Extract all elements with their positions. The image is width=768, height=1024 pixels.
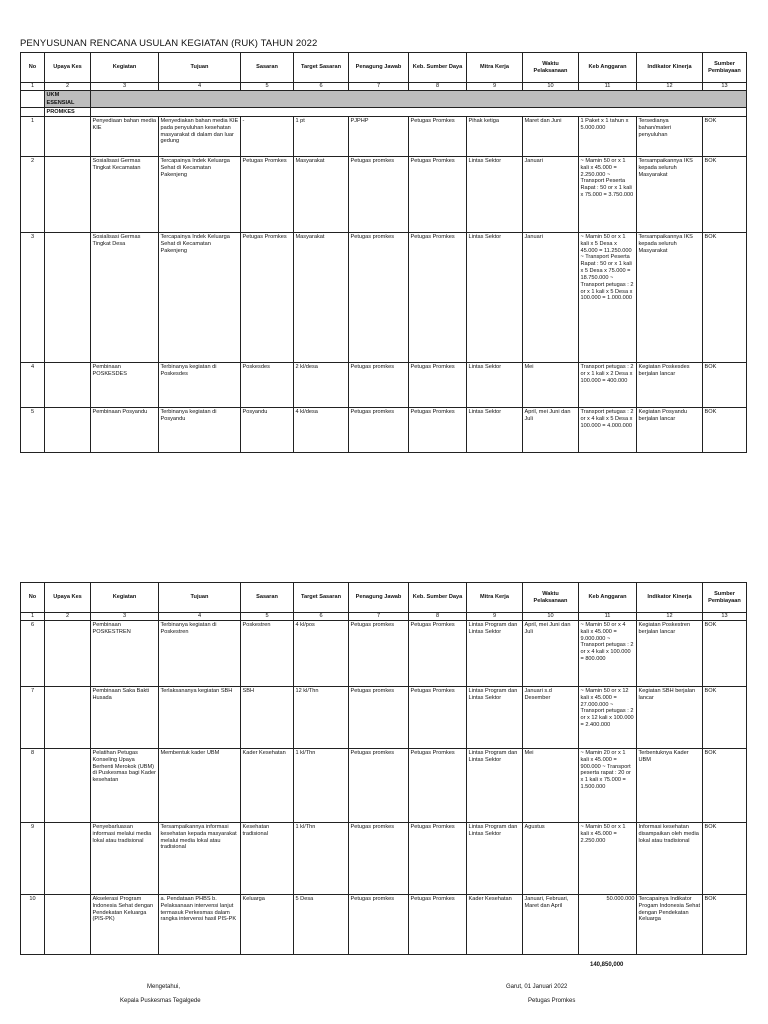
mitra-cell: Lintas Program dan Lintas Sektor [467,687,523,749]
kegiatan-cell: Akselerasi Program Indonesia Sehat dengan Pendekatan Keluarga (PIS-PK) [91,895,159,955]
penanggung-jawab-cell: PJPHP [349,117,409,157]
mitra-cell: Kader Kesehatan [467,895,523,955]
column-header: Indikator Kinerja [637,53,703,83]
indikator-cell: Kegiatan SBH berjalan lancar [637,687,703,749]
column-header: Mitra Kerja [467,583,523,613]
target-cell: 4 kl/pos [294,621,349,687]
penanggung-jawab-cell: Petugas promkes [349,408,409,453]
target-cell: 1 kl/Thn [294,823,349,895]
sumber-daya-cell: Petugas Promkes [409,157,467,233]
column-number: 5 [241,613,294,621]
table-row [21,895,747,955]
ruk-table-1 [20,52,747,453]
mitra-cell: Lintas Program dan Lintas Sektor [467,749,523,823]
column-header: Keb Anggaran [579,583,637,613]
column-header: Kegiatan [91,583,159,613]
pembiayaan-cell: BOK [703,823,747,895]
column-header: Tujuan [159,583,241,613]
pembiayaan-cell: BOK [703,749,747,823]
column-number: 13 [703,613,747,621]
target-cell: 12 kl/Thn [294,687,349,749]
tujuan-cell: Tercapainya Indek Keluarga Sehat di Kecamatan Pakenjeng [159,157,241,233]
signature-left-line2: Kepala Puskesmas Tegalgede [120,998,201,1004]
anggaran-cell: ~ Mamin 50 or x 1 kali x 45.000 = 2.250.000 [579,823,637,895]
no-cell: 6 [21,621,45,687]
column-number: 5 [241,83,294,91]
sumber-daya-cell: Petugas Promkes [409,895,467,955]
waktu-cell: April, mei Juni dan Juli [523,621,579,687]
anggaran-cell: Transport petugas : 2 or x 1 kali x 2 Desa x 100.000 = 400.000 [579,363,637,408]
subsection-label: PROMKES [45,108,91,117]
table-row [21,363,747,408]
anggaran-cell: Transport petugas : 2 or x 4 kali x 5 Desa x 100.000 = 4.000.000 [579,408,637,453]
no-cell: 1 [21,117,45,157]
waktu-cell: Januari [523,233,579,363]
sasaran-cell: Petugas Promkes [241,157,294,233]
column-number: 11 [579,83,637,91]
upaya-cell [45,233,91,363]
column-header: Tujuan [159,53,241,83]
column-number: 10 [523,83,579,91]
mitra-cell: Pihak ketiga [467,117,523,157]
upaya-cell [45,117,91,157]
sumber-daya-cell: Petugas Promkes [409,117,467,157]
column-header: Penagung Jawab [349,53,409,83]
waktu-cell: April, mei Juni dan Juli [523,408,579,453]
kegiatan-cell: Pembinaan POSKESTREN [91,621,159,687]
table-row [21,823,747,895]
indikator-cell: Informasi kesehatan disampaikan oleh media lokal atau tradisional [637,823,703,895]
penanggung-jawab-cell: Petugas promkes [349,823,409,895]
tujuan-cell: Menyediakan bahan media KIE pada penyuluhan kesehatan masyarakat di dalam dan luar gedung [159,117,241,157]
table-row [21,233,747,363]
column-number: 4 [159,613,241,621]
anggaran-cell: ~ Mamin 50 or x 1 kali x 5 Desa x 45.000 = 11.250.000 ~ Transport Peserta Rapat : 50 or x 1 kali x 5 Desa x 75.000 = 18.750.000 ~ Transport petugas : 2 or x 1 kali x 5 Desa x 100.000 = 1.000.000 [579,233,637,363]
pembiayaan-cell: BOK [703,408,747,453]
indikator-cell: Kegiatan Posyandu berjalan lancar [637,408,703,453]
sasaran-cell: Kesehatan tradisional [241,823,294,895]
column-number: 13 [703,83,747,91]
kegiatan-cell: Penyediaan bahan media KIE [91,117,159,157]
target-cell: 4 kl/desa [294,408,349,453]
indikator-cell: Tercapainya Indikator Progam Indonesia Sehat dengan Pendekatan Keluarga [637,895,703,955]
table-row [21,408,747,453]
indikator-cell: Kegiatan Poskestren berjalan lancar [637,621,703,687]
pembiayaan-cell: BOK [703,157,747,233]
tujuan-cell: Terbinanya kegiatan di Poskestren [159,621,241,687]
no-cell: 4 [21,363,45,408]
indikator-cell: Tersampaikannya IKS kepada seluruh Masyarakat [637,233,703,363]
column-number: 2 [45,83,91,91]
anggaran-cell: 50.000.000 [579,895,637,955]
tujuan-cell: Terlaksananya kegiatan SBH [159,687,241,749]
target-cell: 5 Desa [294,895,349,955]
indikator-cell: Tersedianya bahan/materi penyuluhan [637,117,703,157]
header-row [21,583,747,613]
column-number: 1 [21,613,45,621]
waktu-cell: Januari [523,157,579,233]
column-number: 3 [91,613,159,621]
mitra-cell: Lintas Sektor [467,408,523,453]
ruk-table-2 [20,582,747,955]
column-header: Waktu Pelaksanaan [523,583,579,613]
waktu-cell: Januari s.d Desember [523,687,579,749]
column-header: No [21,53,45,83]
kegiatan-cell: Pembinaan POSKESDES [91,363,159,408]
anggaran-cell: 1 Paket x 1 tahun x 5.000.000 [579,117,637,157]
sasaran-cell: SBH [241,687,294,749]
column-header: Waktu Pelaksanaan [523,53,579,83]
no-cell: 2 [21,157,45,233]
upaya-cell [45,687,91,749]
waktu-cell: Agustus [523,823,579,895]
sumber-daya-cell: Petugas Promkes [409,363,467,408]
sumber-daya-cell: Petugas Promkes [409,687,467,749]
column-number: 6 [294,83,349,91]
indikator-cell: Terbentuknya Kader UBM [637,749,703,823]
column-header: Indikator Kinerja [637,583,703,613]
penanggung-jawab-cell: Petugas promkes [349,233,409,363]
upaya-cell [45,621,91,687]
page-title: PENYUSUNAN RENCANA USULAN KEGIATAN (RUK) TAHUN 2022 [20,38,318,49]
tujuan-cell: Terbinanya kegiatan di Posyandu [159,408,241,453]
target-cell: 1 kl/Thn [294,749,349,823]
section-row [21,91,747,108]
kegiatan-cell: Pembinaan Saka Bakti Husada [91,687,159,749]
no-cell: 10 [21,895,45,955]
section-label: UKM ESENSIAL [45,91,91,108]
pembiayaan-cell: BOK [703,895,747,955]
penanggung-jawab-cell: Petugas promkes [349,363,409,408]
column-number: 3 [91,83,159,91]
column-header: Target Sasaran [294,53,349,83]
waktu-cell: Mei [523,749,579,823]
sumber-daya-cell: Petugas Promkes [409,749,467,823]
subsection-row [21,108,747,117]
mitra-cell: Lintas Sektor [467,233,523,363]
upaya-cell [45,749,91,823]
sasaran-cell: - [241,117,294,157]
column-header: Kegiatan [91,53,159,83]
column-header: Upaya Kes [45,53,91,83]
column-number: 12 [637,83,703,91]
signature-left-line1: Mengetahui, [147,984,181,990]
upaya-cell [45,408,91,453]
sumber-daya-cell: Petugas Promkes [409,823,467,895]
column-number: 6 [294,613,349,621]
column-header: Sumber Pembiayaan [703,583,747,613]
column-number-row [21,83,747,91]
total-budget: 140,850,000 [590,962,624,968]
tujuan-cell: Tercapainya Indek Keluarga Sehat di Kecamatan Pakenjeng [159,233,241,363]
pembiayaan-cell: BOK [703,621,747,687]
column-header: Sasaran [241,583,294,613]
kegiatan-cell: Sosialisasi Germas Tingkat Desa [91,233,159,363]
anggaran-cell: ~ Mamin 50 or x 4 kali x 45.000 = 9.000.000 ~ Transport petugas : 2 or x 4 kali x 100.000 = 800.000 [579,621,637,687]
sasaran-cell: Poskesdes [241,363,294,408]
column-header: Upaya Kes [45,583,91,613]
upaya-cell [45,157,91,233]
column-header: Sumber Pembiayaan [703,53,747,83]
target-cell: 2 kl/desa [294,363,349,408]
column-header: Sasaran [241,53,294,83]
mitra-cell: Lintas Program dan Lintas Sektor [467,823,523,895]
indikator-cell: Kegiatan Poskesdes berjalan lancar [637,363,703,408]
sasaran-cell: Poskestren [241,621,294,687]
column-number: 8 [409,83,467,91]
table-row [21,687,747,749]
tujuan-cell: Membentuk kader UBM [159,749,241,823]
table-row [21,117,747,157]
anggaran-cell: ~ Mamin 50 or x 1 kali x 45.000 = 2.250.000 ~ Transport Peserta Rapat : 50 or x 1 kali x 75.000 = 3.750.000 [579,157,637,233]
column-number: 8 [409,613,467,621]
kegiatan-cell: Penyebarluasan informasi melalui media lokal atau tradisional [91,823,159,895]
column-number: 9 [467,83,523,91]
column-header: Keb Anggaran [579,53,637,83]
mitra-cell: Lintas Sektor [467,363,523,408]
pembiayaan-cell: BOK [703,117,747,157]
column-number: 10 [523,613,579,621]
indikator-cell: Tersampaikannya IKS kepada seluruh Masyarakat [637,157,703,233]
tujuan-cell: Tersampaikannya informasi kesehatan kepada masyarakat melalui media lokal atau tradisional [159,823,241,895]
column-number: 11 [579,613,637,621]
waktu-cell: Maret dan Juni [523,117,579,157]
column-number: 7 [349,83,409,91]
mitra-cell: Lintas Program dan Lintas Sektor [467,621,523,687]
no-cell: 7 [21,687,45,749]
no-cell: 9 [21,823,45,895]
signature-right-line2: Petugas Promkes [528,998,576,1004]
target-cell: Masyarakat [294,233,349,363]
no-cell: 8 [21,749,45,823]
sasaran-cell: Keluarga [241,895,294,955]
header-row [21,53,747,83]
table-row [21,749,747,823]
column-number-row [21,613,747,621]
target-cell: 1 pt [294,117,349,157]
sasaran-cell: Petugas Promkes [241,233,294,363]
tujuan-cell: a. Pendataan PHBS b. Pelaksanaan intervensi lanjut termasuk Perkesmas dalam rangka intervensi hasil PIS-PK [159,895,241,955]
upaya-cell [45,895,91,955]
sasaran-cell: Kader Kesehatan [241,749,294,823]
column-number: 9 [467,613,523,621]
penanggung-jawab-cell: Petugas promkes [349,621,409,687]
sasaran-cell: Posyandu [241,408,294,453]
pembiayaan-cell: BOK [703,233,747,363]
column-header: Keb. Sumber Daya [409,53,467,83]
pembiayaan-cell: BOK [703,363,747,408]
anggaran-cell: ~ Mamin 50 or x 12 kali x 45.000 = 27.000.000 ~ Transport petugas : 2 or x 12 kali x 100.000 = 2.400.000 [579,687,637,749]
no-cell: 5 [21,408,45,453]
kegiatan-cell: Pelatihan Petugas Konseling Upaya Berhenti Merokok (UBM) di Puskesmas bagi Kader kesehatan [91,749,159,823]
waktu-cell: Januari, Februari, Maret dan April [523,895,579,955]
penanggung-jawab-cell: Petugas promkes [349,895,409,955]
column-number: 7 [349,613,409,621]
table-row [21,621,747,687]
column-header: Penagung Jawab [349,583,409,613]
upaya-cell [45,363,91,408]
penanggung-jawab-cell: Petugas promkes [349,157,409,233]
upaya-cell [45,823,91,895]
target-cell: Masyarakat [294,157,349,233]
column-number: 1 [21,83,45,91]
column-header: No [21,583,45,613]
column-number: 2 [45,613,91,621]
column-header: Mitra Kerja [467,53,523,83]
sumber-daya-cell: Petugas Promkes [409,621,467,687]
table-row [21,157,747,233]
penanggung-jawab-cell: Petugas promkes [349,687,409,749]
penanggung-jawab-cell: Petugas promkes [349,749,409,823]
sumber-daya-cell: Petugas Promkes [409,408,467,453]
kegiatan-cell: Sosialisasi Germas Tingkat Kecamatan [91,157,159,233]
kegiatan-cell: Pembinaan Posyandu [91,408,159,453]
tujuan-cell: Terbinanya kegiatan di Poskesdes [159,363,241,408]
sumber-daya-cell: Petugas Promkes [409,233,467,363]
column-header: Keb. Sumber Daya [409,583,467,613]
pembiayaan-cell: BOK [703,687,747,749]
column-number: 4 [159,83,241,91]
column-header: Target Sasaran [294,583,349,613]
column-number: 12 [637,613,703,621]
no-cell: 3 [21,233,45,363]
anggaran-cell: ~ Mamin 20 or x 1 kali x 45.000 = 900.000 ~ Transport peserta rapat : 20 or x 1 kali x 75.000 = 1.500.000 [579,749,637,823]
waktu-cell: Mei [523,363,579,408]
mitra-cell: Lintas Sektor [467,157,523,233]
signature-right-line1: Garut, 01 Januari 2022 [506,984,568,990]
